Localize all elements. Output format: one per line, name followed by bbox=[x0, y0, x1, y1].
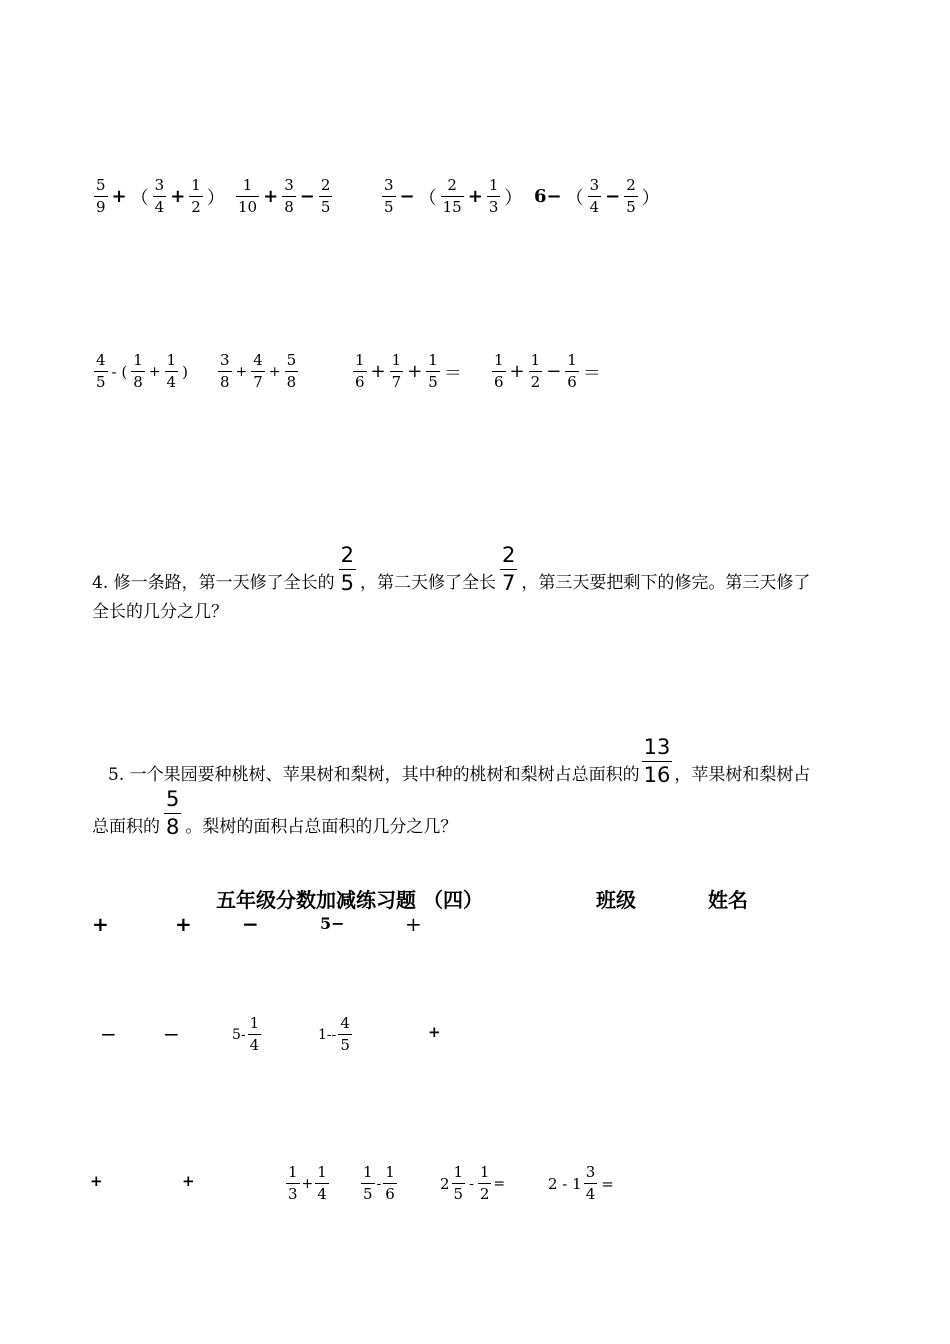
fraction: $\frac{2}{5}$ bbox=[626, 176, 636, 216]
worksheet-title: 五年级分数加减练习题 （四） bbox=[216, 888, 483, 912]
operator: 5− bbox=[320, 914, 345, 933]
fraction: $\frac{1}{5}$ bbox=[428, 351, 438, 391]
operator: + bbox=[405, 912, 422, 936]
fraction: $\frac{3}{8}$ bbox=[284, 176, 294, 216]
fraction: $\frac{1}{7}$ bbox=[391, 351, 402, 391]
fraction: $\frac{1}{6}$ bbox=[494, 351, 504, 391]
fraction: $\frac{4}{5}$ bbox=[96, 351, 106, 391]
expression-5-2: $\frac{1}{5}$ - $\frac{1}{6}$ bbox=[363, 1163, 395, 1203]
expression-2-4: $\frac{1}{6}$ + $\frac{1}{2}$ − $\frac{1}{6}$ ＝ bbox=[494, 351, 601, 391]
expression-5-4: 2 - 1 $\frac{3}{4}$ = bbox=[548, 1163, 614, 1203]
fraction: $\frac{1}{4}$ bbox=[166, 351, 177, 391]
fraction: $\frac{5}{9}$ bbox=[96, 176, 106, 216]
operator: + bbox=[428, 1023, 441, 1041]
question-4-line-2: 全长的几分之几？ bbox=[92, 602, 228, 622]
expression-4-1: 5- $\frac{1}{4}$ bbox=[232, 1014, 260, 1054]
fraction: $\frac{5}{8}$ bbox=[166, 787, 180, 839]
operator: − bbox=[100, 1022, 117, 1046]
operator: + bbox=[175, 912, 192, 936]
fraction: $\frac{3}{5}$ bbox=[384, 176, 394, 216]
expression-1-4: 6− （ $\frac{3}{4}$ − $\frac{2}{5}$ ） bbox=[534, 176, 660, 216]
fraction: $\frac{2}{15}$ bbox=[442, 176, 462, 216]
fraction: $\frac{1}{5}$ bbox=[453, 1163, 464, 1203]
fraction: $\frac{4}{7}$ bbox=[253, 351, 263, 391]
expression-1-3: $\frac{3}{5}$ − （ $\frac{2}{15}$ + $\frac{1}{3}$ ） bbox=[384, 176, 523, 216]
fraction: $\frac{1}{5}$ bbox=[363, 1163, 373, 1203]
fraction: $\frac{1}{6}$ bbox=[385, 1163, 395, 1203]
fraction: $\frac{1}{4}$ bbox=[317, 1163, 327, 1203]
fraction: $\frac{2}{7}$ bbox=[502, 543, 516, 595]
fraction: $\frac{3}{4}$ bbox=[589, 176, 600, 216]
operator: − bbox=[163, 1022, 180, 1046]
fraction: $\frac{1}{2}$ bbox=[479, 1163, 490, 1203]
question-5-line-2: 总面积的 $\frac{5}{8}$ 。梨树的面积占总面积的几分之几？ bbox=[92, 787, 458, 839]
question-4-line-1: 4. 修一条路，第一天修了全长的 $\frac{2}{5}$ ，第二天修了全长 $\frac{2}{7}$ ，第三天要把剩下的修完。第三天修了 bbox=[92, 543, 811, 595]
fraction: $\frac{13}{16}$ bbox=[643, 735, 671, 787]
question-5-line-1: 5. 一个果园要种桃树、苹果树和梨树，其中种的桃树和梨树占总面积的 $\frac{13}{16}$ ，苹果树和梨树占 bbox=[108, 735, 811, 787]
name-label: 姓名 bbox=[708, 888, 748, 912]
class-label: 班级 bbox=[596, 888, 636, 912]
fraction: $\frac{5}{8}$ bbox=[286, 351, 297, 391]
fraction: $\frac{1}{8}$ bbox=[133, 351, 143, 391]
expression-5-1: $\frac{1}{3}$ + $\frac{1}{4}$ bbox=[288, 1163, 327, 1203]
fraction: $\frac{1}{4}$ bbox=[249, 1014, 260, 1054]
fraction: $\frac{1}{2}$ bbox=[191, 176, 201, 216]
expression-1-1: $\frac{5}{9}$ + （ $\frac{3}{4}$ + $\frac{1}{2}$ ） bbox=[96, 176, 225, 216]
fraction: $\frac{1}{10}$ bbox=[238, 176, 258, 216]
fraction: $\frac{1}{3}$ bbox=[288, 1163, 298, 1203]
fraction: $\frac{2}{5}$ bbox=[340, 543, 354, 595]
operator: + bbox=[92, 912, 109, 936]
fraction: $\frac{3}{4}$ bbox=[585, 1163, 596, 1203]
fraction: $\frac{1}{6}$ bbox=[567, 351, 577, 391]
operator: + bbox=[182, 1172, 195, 1190]
expression-2-2: $\frac{3}{8}$ + $\frac{4}{7}$ + $\frac{5}{8}$ bbox=[220, 351, 297, 391]
expression-2-1: $\frac{4}{5}$ - ( $\frac{1}{8}$ + $\frac{1}{4}$ ) bbox=[96, 351, 188, 391]
fraction: $\frac{1}{6}$ bbox=[355, 351, 365, 391]
expression-4-2: 1-- $\frac{4}{5}$ bbox=[318, 1014, 350, 1054]
expression-1-2: $\frac{1}{10}$ + $\frac{3}{8}$ − $\frac{2}{5}$ bbox=[238, 176, 331, 216]
operator: − bbox=[242, 912, 259, 936]
expression-2-3: $\frac{1}{6}$ + $\frac{1}{7}$ + $\frac{1}{5}$ ＝ bbox=[355, 351, 462, 391]
fraction: $\frac{4}{5}$ bbox=[340, 1014, 350, 1054]
fraction: $\frac{1}{3}$ bbox=[488, 176, 499, 216]
operator: + bbox=[90, 1172, 103, 1190]
expression-5-3: 2 $\frac{1}{5}$ - $\frac{1}{2}$ = bbox=[440, 1163, 506, 1203]
fraction: $\frac{3}{8}$ bbox=[220, 351, 230, 391]
fraction: $\frac{1}{2}$ bbox=[530, 351, 541, 391]
fraction: $\frac{2}{5}$ bbox=[320, 176, 331, 216]
fraction: $\frac{3}{4}$ bbox=[154, 176, 165, 216]
